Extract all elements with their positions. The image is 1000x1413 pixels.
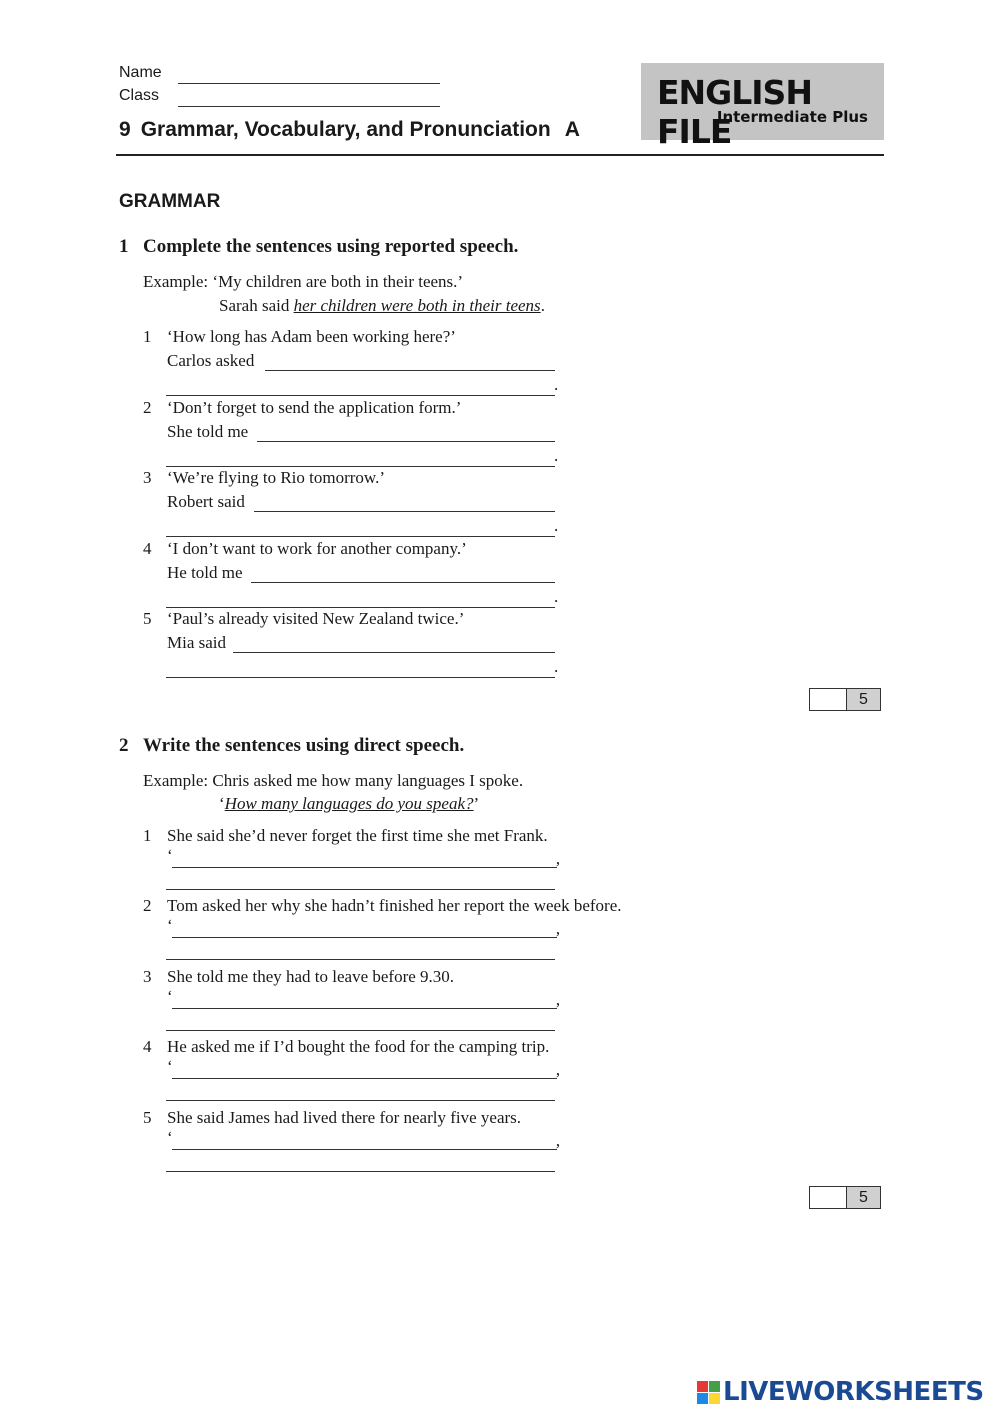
exercise-1-item-quote xyxy=(143,466,386,490)
item-number: 1 xyxy=(143,327,152,346)
answer-blank[interactable] xyxy=(172,850,557,868)
title-text: Grammar, Vocabulary, and Pronunciation xyxy=(140,118,551,141)
exercise-1-item-lead: He told me xyxy=(167,563,243,582)
example-lead: Sarah said xyxy=(219,296,290,315)
end-punctuation: . xyxy=(554,657,559,676)
item-number: 2 xyxy=(143,896,152,915)
item-quote-text: ‘I don’t want to work for another company.’ xyxy=(167,539,467,558)
item-quote-text: ‘We’re flying to Rio tomorrow.’ xyxy=(167,468,386,487)
logo-level: Intermediate Plus xyxy=(716,108,868,126)
example-2-close-quote: ’ xyxy=(473,794,480,813)
exercise-2-item-sentence xyxy=(143,965,455,989)
item-sentence-text: She said she’d never forget the first time she met Frank. xyxy=(167,826,548,845)
exercise-1-score-box xyxy=(809,688,881,711)
name-label: Name xyxy=(119,64,162,81)
open-quote: ‘ xyxy=(167,1057,173,1076)
end-punctuation: . xyxy=(554,375,559,394)
item-number: 4 xyxy=(143,1037,152,1056)
exercise-2-item-sentence xyxy=(143,1106,522,1130)
answer-blank-continued[interactable] xyxy=(166,942,555,960)
exercise-2-score-box xyxy=(809,1186,881,1209)
item-number: 4 xyxy=(143,539,152,558)
liveworksheets-logo-icon xyxy=(697,1381,720,1404)
header-rule xyxy=(116,154,884,156)
example-label: Example: xyxy=(143,272,209,291)
exercise-2-item-sentence xyxy=(143,824,548,848)
class-label: Class xyxy=(119,87,160,104)
answer-blank[interactable] xyxy=(233,635,555,653)
page-title xyxy=(119,118,580,142)
answer-blank-continued[interactable] xyxy=(166,1154,555,1172)
exercise-1-example xyxy=(143,270,463,294)
answer-blank[interactable] xyxy=(265,353,555,371)
example-2-open-quote: ‘ xyxy=(219,794,225,813)
open-quote: ‘ xyxy=(167,916,173,935)
example-2-sentence: Chris asked me how many languages I spoke. xyxy=(212,771,524,790)
exercise-2-example xyxy=(143,769,523,793)
end-punctuation: . xyxy=(554,516,559,535)
example-end: . xyxy=(540,296,545,315)
close-quote: ’ xyxy=(555,1140,561,1159)
answer-blank[interactable] xyxy=(257,424,555,442)
exercise-1-item-quote xyxy=(143,396,462,420)
exercise-1-heading xyxy=(119,236,518,258)
item-number: 3 xyxy=(143,468,152,487)
example-2-label: Example: xyxy=(143,771,209,790)
item-number: 5 xyxy=(143,609,152,628)
item-quote-text: ‘Paul’s already visited New Zealand twice.’ xyxy=(167,609,465,628)
example-2-answer: How many languages do you speak? xyxy=(224,794,474,813)
watermark-text: LIVEWORKSHEETS xyxy=(723,1377,984,1407)
answer-blank-continued[interactable] xyxy=(166,590,555,608)
answer-blank[interactable] xyxy=(172,991,557,1009)
exercise-1-instruction: Complete the sentences using reported speech. xyxy=(143,236,519,257)
item-sentence-text: She told me they had to leave before 9.30. xyxy=(167,967,455,986)
exercise-1-number: 1 xyxy=(119,236,129,257)
exercise-1-item-quote xyxy=(143,607,465,631)
exercise-2-heading xyxy=(119,735,464,757)
item-number: 2 xyxy=(143,398,152,417)
item-sentence-text: He asked me if I’d bought the food for the camping trip. xyxy=(167,1037,550,1056)
open-quote: ‘ xyxy=(167,987,173,1006)
close-quote: ’ xyxy=(555,999,561,1018)
logo-brand: ENGLISH FILE xyxy=(657,73,812,151)
exercise-1-item-lead: Carlos asked xyxy=(167,351,255,370)
close-quote: ’ xyxy=(555,1069,561,1088)
name-field[interactable] xyxy=(178,65,440,84)
close-quote: ’ xyxy=(555,928,561,947)
example-quote: ‘My children are both in their teens.’ xyxy=(212,272,464,291)
section-heading: GRAMMAR xyxy=(119,191,221,212)
close-quote: ’ xyxy=(555,858,561,877)
answer-blank[interactable] xyxy=(172,920,557,938)
answer-blank[interactable] xyxy=(254,494,555,512)
exercise-2-example-answer-line xyxy=(219,792,479,816)
item-number: 5 xyxy=(143,1108,152,1127)
answer-blank-continued[interactable] xyxy=(166,519,555,537)
exercise-1-score-input[interactable] xyxy=(810,689,847,710)
exercise-1-item-quote xyxy=(143,537,467,561)
english-file-logo xyxy=(641,63,884,151)
exercise-2-item-sentence xyxy=(143,894,622,918)
item-quote-text: ‘Don’t forget to send the application form.’ xyxy=(167,398,462,417)
exercise-2-number: 2 xyxy=(119,735,129,756)
example-answer: her children were both in their teens xyxy=(293,296,541,315)
exercise-1-example-answer-line xyxy=(219,294,545,318)
liveworksheets-watermark xyxy=(697,1377,984,1407)
class-field[interactable] xyxy=(178,88,440,107)
end-punctuation: . xyxy=(554,587,559,606)
item-sentence-text: Tom asked her why she hadn’t finished her report the week before. xyxy=(167,896,622,915)
exercise-2-score-max: 5 xyxy=(847,1187,880,1208)
exercise-1-item-lead: She told me xyxy=(167,422,249,441)
answer-blank-continued[interactable] xyxy=(166,378,555,396)
item-sentence-text: She said James had lived there for nearly five years. xyxy=(167,1108,522,1127)
answer-blank-continued[interactable] xyxy=(166,872,555,890)
answer-blank-continued[interactable] xyxy=(166,449,555,467)
exercise-2-instruction: Write the sentences using direct speech. xyxy=(143,735,465,756)
end-punctuation: . xyxy=(554,446,559,465)
answer-blank-continued[interactable] xyxy=(166,660,555,678)
exercise-1-item-quote xyxy=(143,325,456,349)
answer-blank[interactable] xyxy=(172,1061,557,1079)
answer-blank[interactable] xyxy=(172,1132,557,1150)
exercise-1-score-max: 5 xyxy=(847,689,880,710)
exercise-2-score-input[interactable] xyxy=(810,1187,847,1208)
item-quote-text: ‘How long has Adam been working here?’ xyxy=(167,327,456,346)
open-quote: ‘ xyxy=(167,846,173,865)
test-version: A xyxy=(564,118,580,141)
answer-blank-continued[interactable] xyxy=(166,1083,555,1101)
item-number: 3 xyxy=(143,967,152,986)
answer-blank-continued[interactable] xyxy=(166,1013,555,1031)
unit-number: 9 xyxy=(119,118,131,141)
open-quote: ‘ xyxy=(167,1128,173,1147)
exercise-1-item-lead: Robert said xyxy=(167,492,245,511)
exercise-2-item-sentence xyxy=(143,1035,550,1059)
exercise-1-item-lead: Mia said xyxy=(167,633,227,652)
answer-blank[interactable] xyxy=(251,565,555,583)
item-number: 1 xyxy=(143,826,152,845)
